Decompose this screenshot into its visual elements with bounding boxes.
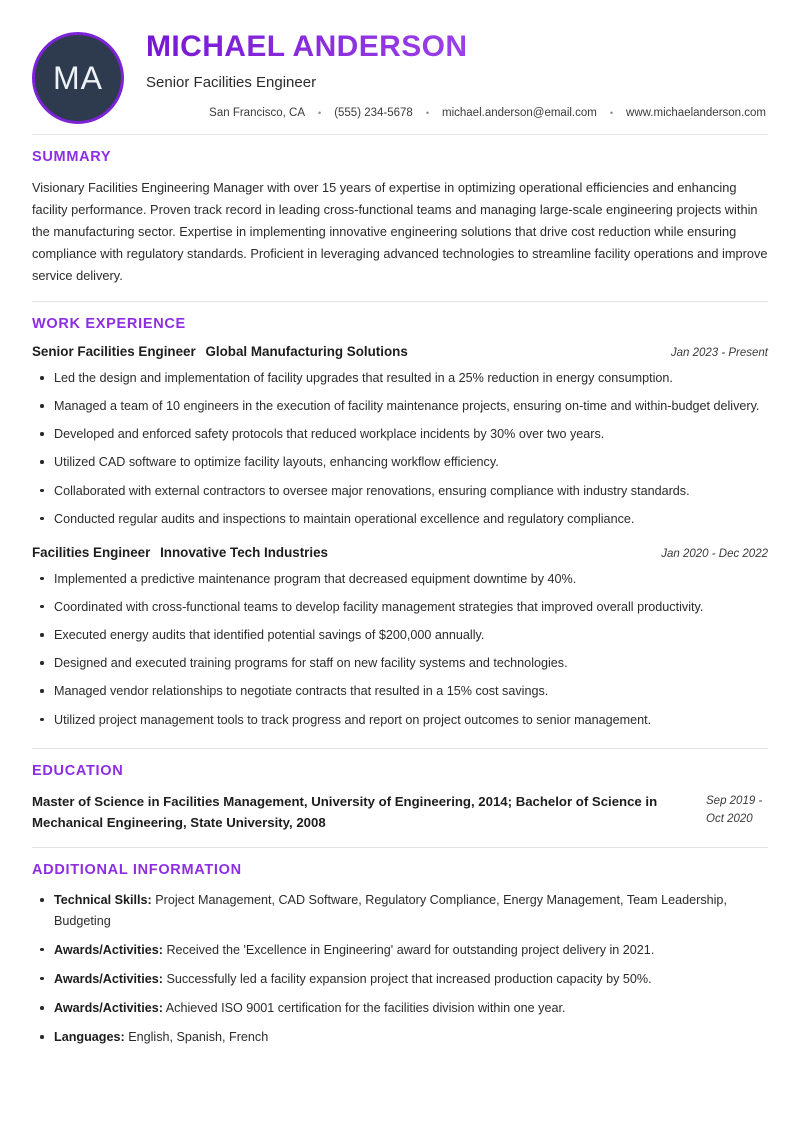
experience-date: Jan 2023 - Present: [670, 347, 768, 359]
item-value: Project Management, CAD Software, Regulatory Compliance, Energy Management, Team Leadership, Budgeting: [54, 893, 727, 928]
experience-job-title: Facilities Engineer: [32, 544, 151, 560]
experience-entry: [32, 545, 768, 730]
item-value: Successfully led a facility expansion project that increased production capacity by 50%.: [166, 971, 652, 986]
list-item: Utilized project management tools to track progress and report on project outcomes to senior management.: [52, 710, 768, 730]
additional-information-list: [32, 890, 768, 1047]
experience-entry-header: [32, 344, 768, 359]
contact-email[interactable]: michael.anderson@email.com: [442, 107, 597, 119]
section-title-additional-information: ADDITIONAL INFORMATION: [32, 862, 242, 879]
education-degrees: Master of Science in Facilities Management, University of Engineering, 2014; Bachelor of Science in Mechanical Engineering, State University, 2008: [32, 793, 658, 831]
experience-entry: [32, 344, 768, 529]
experience-company: Innovative Tech Industries: [160, 544, 328, 560]
header-job-title: Senior Facilities Engineer: [146, 74, 317, 91]
item-value: Received the 'Excellence in Engineering' award for outstanding project delivery in 2021.: [166, 942, 655, 957]
list-item: Led the design and implementation of facility upgrades that resulted in a 25% reduction in energy consumption.: [52, 368, 768, 388]
section-summary: [32, 135, 768, 301]
list-item: [52, 1027, 768, 1047]
summary-body: [32, 177, 768, 301]
list-item: Managed a team of 10 engineers in the execution of facility maintenance projects, ensuring on-time and within-budget delivery.: [52, 396, 768, 416]
section-additional-information: [32, 848, 768, 1070]
section-title-summary: SUMMARY: [32, 149, 112, 165]
contact-location: San Francisco, CA: [209, 107, 306, 119]
education-body: [32, 791, 768, 848]
item-label: Languages:: [54, 1030, 125, 1045]
list-item: Designed and executed training programs for staff on new facility systems and technologies.: [52, 653, 768, 673]
contact-row: [146, 107, 768, 119]
education-entry: [32, 791, 768, 834]
list-item: Conducted regular audits and inspections to maintain operational excellence and regulatory compliance.: [52, 509, 768, 529]
item-label: Awards/Activities:: [54, 1001, 163, 1015]
list-item: [52, 940, 768, 960]
item-value: Achieved ISO 9001 certification for the facilities division within one year.: [165, 1001, 566, 1015]
list-item: [52, 998, 768, 1018]
header-text-block: [124, 28, 768, 119]
experience-date: Jan 2020 - Dec 2022: [661, 547, 768, 560]
list-item: Implemented a predictive maintenance program that decreased equipment downtime by 40%.: [52, 569, 768, 589]
contact-separator-icon: •: [425, 107, 429, 118]
experience-heading: [32, 545, 328, 560]
section-title-work-experience: WORK EXPERIENCE: [32, 316, 186, 332]
experience-job-title: Senior Facilities Engineer: [32, 344, 196, 359]
section-education: [32, 749, 768, 848]
summary-text: Visionary Facilities Engineering Manager with over 15 years of expertise in optimizing operational efficiencies and enhancing facility performance. Proven track record in leading cross-functional teams and managing large-scale engineering projects within the manufacturing sector. Expertise in implementing innovative engineering solutions that drive cost reduction while ensuring compliance with regulatory standards. Proficient in leveraging advanced technologies to streamline facility operations and improve service delivery.: [32, 180, 768, 283]
experience-company: Global Manufacturing Solutions: [205, 344, 408, 359]
list-item: Managed vendor relationships to negotiate contracts that resulted in a 15% cost savings.: [52, 681, 768, 701]
experience-bullet-list: [32, 368, 768, 529]
section-title-education: EDUCATION: [32, 762, 124, 779]
item-value: English, Spanish, French: [128, 1030, 269, 1045]
avatar: [32, 32, 124, 124]
contact-separator-icon: •: [609, 107, 614, 118]
item-label: Technical Skills:: [54, 893, 152, 908]
item-label: Awards/Activities:: [54, 971, 163, 986]
avatar-initials: MA: [53, 59, 103, 96]
section-work-experience: [32, 302, 768, 748]
contact-phone[interactable]: (555) 234-5678: [334, 107, 413, 119]
list-item: Collaborated with external contractors to oversee major renovations, ensuring compliance with industry standards.: [52, 481, 768, 501]
item-label: Awards/Activities:: [54, 942, 163, 957]
education-date: Sep 2019 - Oct 2020: [706, 794, 763, 826]
list-item: Coordinated with cross-functional teams to develop facility management strategies that improved overall productivity.: [52, 597, 768, 617]
list-item: [52, 969, 768, 989]
list-item: [52, 890, 768, 930]
resume-header: [32, 0, 768, 134]
experience-entry-header: [32, 545, 768, 560]
contact-separator-icon: •: [318, 107, 322, 118]
work-experience-body: [32, 344, 768, 748]
page-title: MICHAEL ANDERSON: [146, 30, 468, 63]
experience-bullet-list: [32, 569, 768, 730]
list-item: Utilized CAD software to optimize facility layouts, enhancing workflow efficiency.: [52, 452, 768, 472]
list-item: Developed and enforced safety protocols that reduced workplace incidents by 30% over two years.: [52, 424, 768, 444]
list-item: Executed energy audits that identified potential savings of $200,000 annually.: [52, 625, 768, 645]
contact-website[interactable]: www.michaelanderson.com: [626, 107, 766, 119]
experience-heading: [32, 344, 408, 359]
additional-information-body: [32, 890, 768, 1070]
